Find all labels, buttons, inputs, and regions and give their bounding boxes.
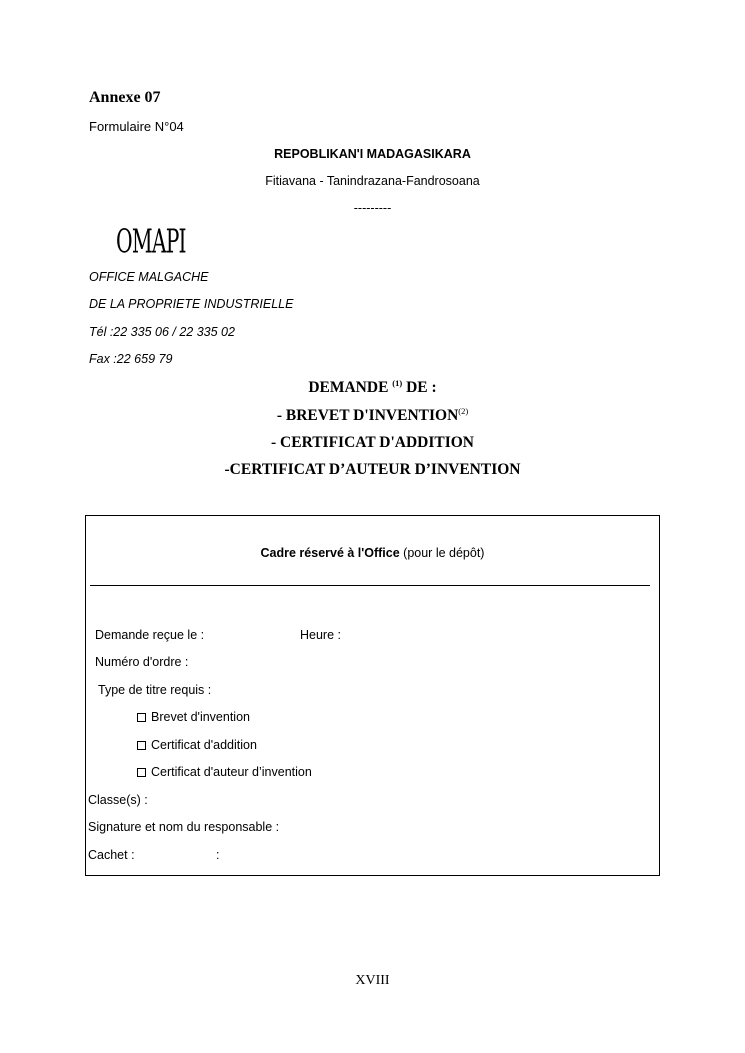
footnote-2-marker: (2) xyxy=(458,406,469,416)
title-certificat-auteur: -CERTIFICAT D’AUTEUR D’INVENTION xyxy=(224,461,521,478)
option-certificat-addition[interactable] xyxy=(137,738,257,752)
republic-name: REPOBLIKAN'I MADAGASIKARA xyxy=(274,147,471,161)
footnote-1-marker: (1) xyxy=(392,378,403,388)
hour-label: Heure : xyxy=(300,628,341,642)
checkbox-certificat-addition[interactable] xyxy=(137,741,146,750)
signature-label: Signature et nom du responsable : xyxy=(88,820,280,834)
office-box-header-bold: Cadre réservé à l'Office xyxy=(260,546,400,560)
office-box-header-rest: (pour le dépôt) xyxy=(399,546,485,560)
office-name-line1: OFFICE MALGACHE xyxy=(89,270,209,284)
header-separator: --------- xyxy=(353,201,392,215)
office-phone: Tél :22 335 06 / 22 335 02 xyxy=(89,325,235,339)
national-motto: Fitiavana - Tanindrazana-Fandrosoana xyxy=(265,174,480,188)
option-brevet-label: Brevet d'invention xyxy=(151,710,250,724)
title-certificat-addition: - CERTIFICAT D'ADDITION xyxy=(271,434,474,451)
title-demande-suffix: DE : xyxy=(402,379,437,397)
title-type-label: Type de titre requis : xyxy=(98,683,212,697)
checkbox-brevet[interactable] xyxy=(137,713,146,722)
checkbox-certificat-auteur[interactable] xyxy=(137,768,146,777)
classes-label: Classe(s) : xyxy=(88,793,148,807)
office-box-divider xyxy=(90,585,650,586)
stamp-label: Cachet : xyxy=(88,848,135,862)
option-certificat-auteur-label: Certificat d'auteur d’invention xyxy=(151,765,312,779)
option-brevet[interactable] xyxy=(137,710,250,724)
order-number-label: Numéro d'ordre : xyxy=(95,655,189,669)
page-number: XVIII xyxy=(355,973,390,988)
form-number: Formulaire N°04 xyxy=(89,119,184,134)
omapi-logo: OMAPI xyxy=(116,223,186,261)
option-certificat-addition-label: Certificat d'addition xyxy=(151,738,257,752)
option-certificat-auteur[interactable] xyxy=(137,765,312,779)
title-demande xyxy=(0,378,745,397)
received-date-label: Demande reçue le : xyxy=(95,628,205,642)
stamp-colon: : xyxy=(216,848,220,862)
office-name-line2: DE LA PROPRIETE INDUSTRIELLE xyxy=(89,297,294,311)
office-fax: Fax :22 659 79 xyxy=(89,352,173,366)
office-box-header xyxy=(0,546,745,560)
annex-label: Annexe 07 xyxy=(89,89,161,106)
title-demande-word: DEMANDE xyxy=(308,379,389,397)
title-brevet-text: - BREVET D'INVENTION xyxy=(276,407,459,425)
title-brevet xyxy=(0,406,745,425)
